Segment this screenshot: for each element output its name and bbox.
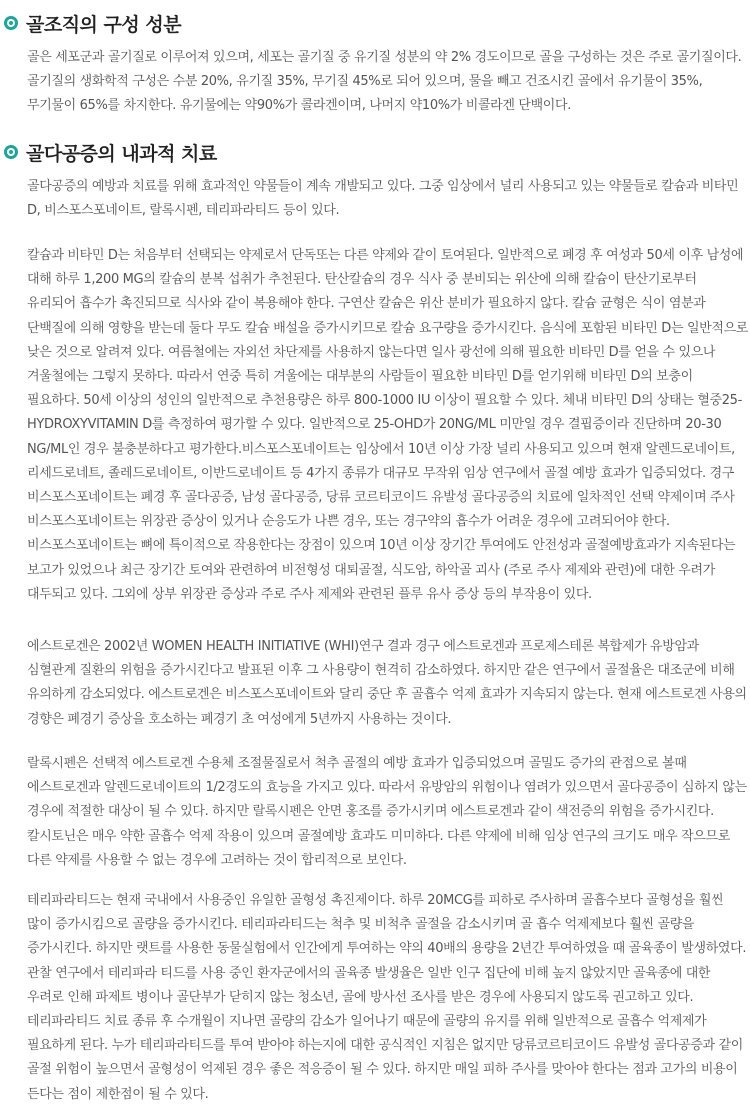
circle-bullet-icon	[4, 16, 18, 30]
paragraph-teriparatide: 테리파라티드는 현재 국내에서 사용중인 유일한 골형성 촉진제이다. 하루 20MCG를 피하로 주사하며 골흡수보다 골형성을 훨씬 많이 증가시킴으로 골량을 증가시킨다. 테리파라티드는 척추 및 비척추 골절을 감소시키며 골 흡수 억제제보다 훨씬 골량을 증가시킨다. 하지만 랫트를 사용한 동물실험에서 인간에게 투여하는 약의 40배의 용량을 2년간 투여하였을 때 골육종이 발생하였다. 관찰 연구에서 테리파라 티드를 사용 중인 환자군에서의 골육종 발생율은 일반 인구 집단에 비해 높지 않았지만 골육종에 대한 우려로 인해 파제트 병이나 골단부가 닫히지 않는 청소년, 골에 방사선 조사를 받은 경우에 사용되지 않도록 권고하고 있다. 테리파라티드 치료 종류 후 수개월이 지나면 골량의 감소가 일어나기 때문에 골량의 유지를 위해 일반적으로 골흡수 억제제가 필요하게 된다. 누가 테리파라티드를 투여 받아야 하는지에 대한 공식적인 지침은 없지만 당류코르티코이드 유발성 골다공증과 같이 골절 위험이 높으면서 골형성이 억제된 경우 좋은 적응증이 될 수 있다. 하지만 매일 피하 주사를 맞아야 한다는 점과 고가의 비용이 든다는 점이 제한점이 될 수 있다.	[27, 893, 747, 1102]
paragraph-bone-composition: 골은 세포군과 골기질로 이루어져 있으며, 세포는 골기질 중 유기질 성분의 약 2% 경도이므로 골을 구성하는 것은 주로 골기질이다. 골기질의 생화학적 구성은 수분 20%, 유기질 35%, 무기질 45%로 되어 있으며, 물을 빼고 건조시킨 골에서 유기물이 35%, 무기물이 65%를 차지한다. 유기물에는 약90%가 콜라겐이며, 나머지 약10%가 비콜라겐 단백이다.	[27, 50, 742, 114]
paragraph-raloxifene-calcitonin: 랄록시펜은 선택적 에스트로겐 수용체 조절물질로서 척추 골절의 예방 효과가 입증되었으며 골밀도 증가의 관점으로 볼때 에스트로겐과 알렌드로네이트의 1/2경도의 효능을 가지고 있다. 따라서 유방암의 위험이나 염려가 있으면서 골다공증이 심하지 않는 경우에 적절한 대상이 될 수 있다. 하지만 랄록시펜은 안면 홍조를 증가시키며 에스트로겐과 같이 색전증의 위험을 증가시킨다. 칼시토닌은 매우 약한 골흡수 억제 작용이 있으며 골절예방 효과도 미미하다. 다른 약제에 비해 임상 연구의 크기도 매우 작으므로 다른 약제를 사용할 수 없는 경우에 고려하는 것이 합리적으로 보인다.	[27, 756, 747, 868]
section-heading-osteoporosis-treatment	[4, 137, 217, 167]
paragraph-calcium-vitamin-d-bisphosphonate: 칼슘과 비타민 D는 처음부터 선택되는 약제로서 단독또는 다른 약제와 같이 토여된다. 일반적으로 폐경 후 여성과 50세 이후 남성에 대해 하루 1,200 MG의 칼슘의 분복 섭취가 추천된다. 탄산칼슘의 경우 식사 중 분비되는 위산에 의해 칼슘이 탄산기로부터 유리되어 흡수가 촉진되므로 식사와 같이 복용해야 한다. 구연산 칼슘은 위산 분비가 필요하지 않다. 칼슘 균형은 식이 염분과 단백질에 의해 영향을 받는데 둘다 무도 칼슘 배설을 증가시키므로 칼슘 요구량을 증가시킨다. 음식에 포함된 비타민 D는 일반적으로 낮은 것으로 알려져 있다. 여름철에는 자외선 차단제를 사용하지 않는다면 일사 광선에 의해 필요한 비타민 D를 얻을 수 있으나 겨울철에는 그렇지 못하다. 따라서 연중 특히 겨울에는 대부분의 사람들이 필요한 비타민 D를 얻기위해 비타민 D의 보충이 필요하다. 50세 이상의 성인의 일반적으로 추천용량은 하루 800-1000 IU 이상이 필요할 수 있다. 체내 비타민 D의 상태는 혈중25-HYDROXYVITAMIN D를 측정하여 평가할 수 있다. 일반적으로 25-OHD가 20NG/ML 미만일 경우 결핍증이라 진단하며 20-30 NG/ML인 경우 불충분하다고 평가한다.비스포스포네이트는 임상에서 10년 이상 가장 널리 사용되고 있으며 현재 알렌드로네이트, 리세드로네트, 졸레드로네이트, 이반드로네이트 등 4가지 종류가 대규모 무작위 임상 연구에서 골절 예방 효과가 입증되었다. 경구 비스포스포네이트는 폐경 후 골다공증, 남성 골다공증, 당류 코르티코이드 유발성 골다공증의 치료에 일차적인 선택 약제이며 주사 비스포스포네이트는 위장관 증상이 있거나 순응도가 나쁜 경우, 또는 경구약의 흡수가 어려운 경우에 고려되어야 한다. 비스포스포네이트는 뼈에 특이적으로 작용한다는 장점이 있으며 10년 이상 장기간 투여에도 안전성과 골절예방효과가 지속된다는 보고가 있었으나 최근 장기간 토여와 관련하여 비전형성 대퇴골절, 식도암, 하악골 괴사 (주로 주사 제제와 관련)에 대한 우려가 대두되고 있다. 그외에 상부 위장관 증상과 주로 주사 제제와 관련된 플루 유사 증상 등의 부작용이 있다.	[27, 248, 748, 602]
section-title: 골다공증의 내과적 치료	[26, 142, 217, 165]
section-heading-bone-composition	[4, 8, 181, 38]
section-title: 골조직의 구성 성분	[26, 13, 182, 36]
paragraph-treatment-intro: 골다공증의 예방과 치료를 위해 효과적인 약물들이 계속 개발되고 있다. 그중 임상에서 널리 사용되고 있는 약물들로 칼슘과 비타민 D, 비스포스포네이트, 랄록시펜, 테리파라티드 등이 있다.	[27, 179, 739, 219]
circle-bullet-icon	[4, 145, 18, 159]
paragraph-estrogen: 에스트로겐은 2002년 WOMEN HEALTH INITIATIVE (WHI)연구 결과 경구 에스트로겐과 프로제스테론 복합제가 유방암과 심혈관계 질환의 위험을 증가시킨다고 발표된 이후 그 사용량이 현격히 감소하였다. 하지만 같은 연구에서 골절율은 대조군에 비해 유의하게 감소되었다. 에스트로겐은 비스포스포네이트와 달리 중단 후 골흡수 억제 효과가 지속되지 않는다. 현재 에스트로겐 사용의 경향은 폐경기 증상을 호소하는 폐경기 초 여성에게 5년까지 사용하는 것이다.	[27, 639, 747, 727]
